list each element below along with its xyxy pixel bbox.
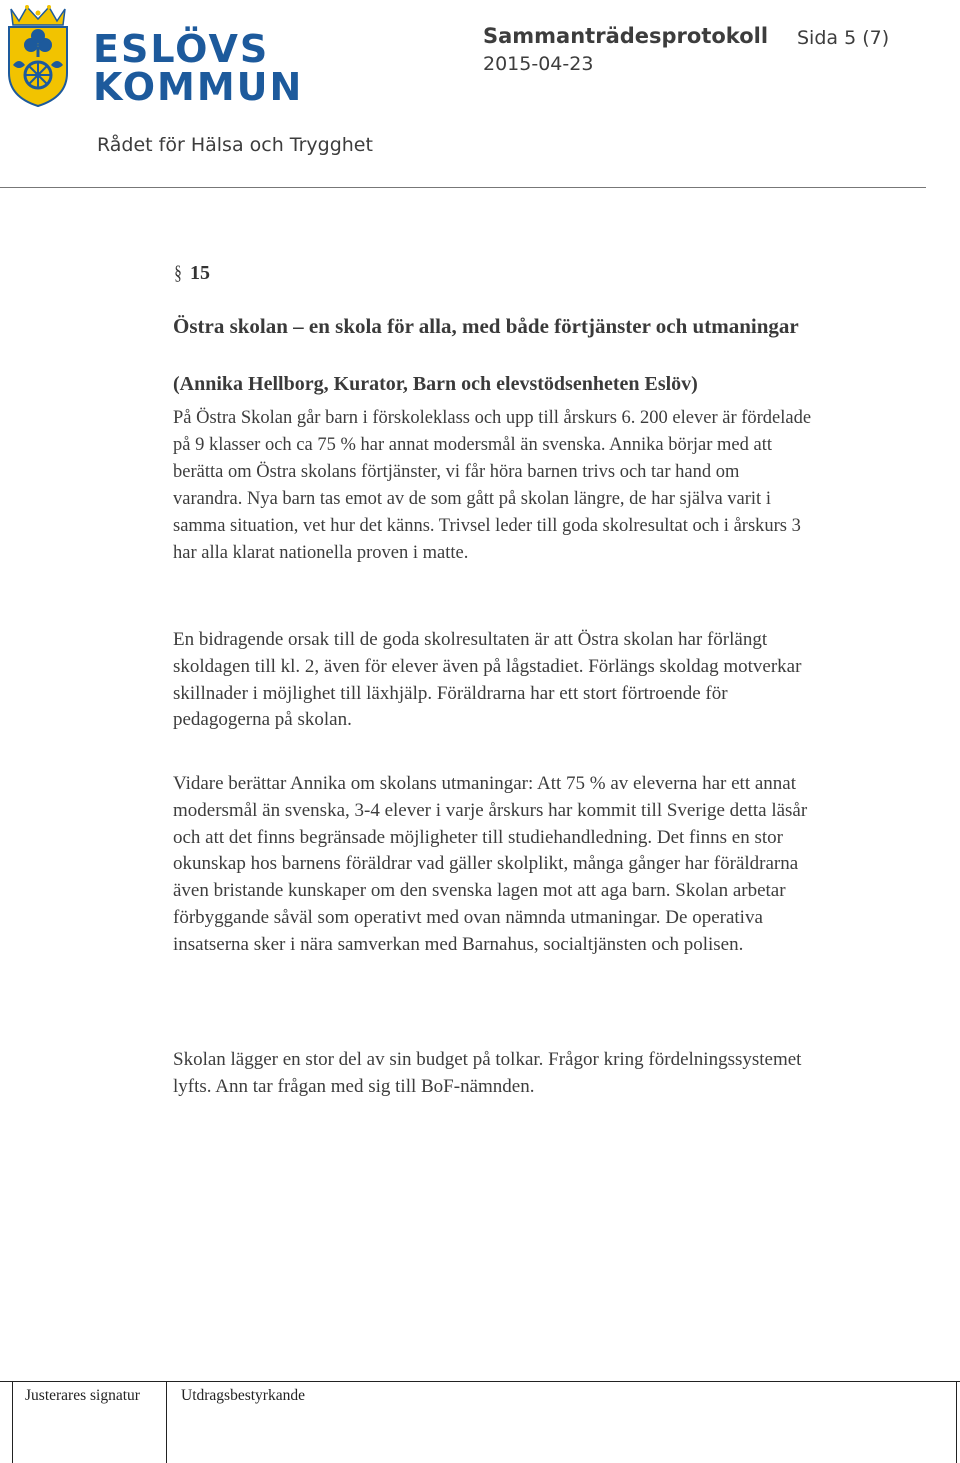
- footer-divider: [166, 1381, 167, 1463]
- section-heading: Östra skolan – en skola för alla, med både förtjänster och utmaningar: [173, 314, 799, 338]
- meeting-date: 2015-04-23: [483, 53, 594, 75]
- section-number: 15: [190, 262, 210, 284]
- signature-label: Justerares signatur: [25, 1387, 140, 1404]
- logo-text-line1: ESLÖVS: [93, 27, 270, 71]
- page-number: Sida 5 (7): [797, 27, 890, 49]
- body-paragraph: Vidare berättar Annika om skolans utmaningar: Att 75 % av eleverna har ett annat modersmål än svenska, 3-4 elever i varje årskurs har kommit till Sverige detta läsår och att det finns begränsade möjligheter till studiehandledning. Det finns en stor okunskap hos barnens föräldrar vad gäller skolplikt, många gånger har föräldrarna även bristande kunskaper om den svenska lagen mot att aga barn. Skolan arbetar förbyggande såväl som operativt med ovan nämnda utmaningar. De operativa insatserna sker i nära samverkan med Barnahus, socialtjänsten och polisen.: [173, 773, 808, 955]
- body-paragraph: En bidragende orsak till de goda skolresultaten är att Östra skolan har förlängt skoldagen till kl. 2, även för elever även på lågstadiet. Förlängs skoldag motverkar skillnader i möjlighet till läxhjälp. Föräldrarna har ett stort förtroende för pedagogerna på skolan.: [173, 629, 802, 731]
- body-paragraph: På Östra Skolan går barn i förskoleklass och upp till årskurs 6. 200 elever är fördelade på 9 klasser och ca 75 % har annat modersmål än svenska. Annika börjar med att berätta om Östra skolans förtjänster, vi får höra barnen trivs och tar hand om varandra. Nya barn tas emot av de som gått på skolan längre, de har själva varit i samma situation, vet hur det känns. Trivsel leder till goda skolresultat och i årskurs 3 har alla klarat nationella proven i matte.: [173, 408, 812, 563]
- paragraph-number: [173, 262, 210, 285]
- body-paragraph: Skolan lägger en stor del av sin budget på tolkar. Frågor kring fördelningssystemet lyfts. Ann tar frågan med sig till BoF-nämnden.: [173, 1049, 802, 1097]
- footer-border: [0, 1381, 960, 1382]
- eslov-crest-logo: [5, 5, 71, 108]
- extract-certification-label: Utdragsbestyrkande: [181, 1387, 305, 1404]
- logo-text-line2: KOMMUN: [93, 65, 304, 109]
- section-presenter: (Annika Hellborg, Kurator, Barn och elevstödsenheten Eslöv): [173, 373, 698, 395]
- board-name: Rådet för Hälsa och Trygghet: [97, 134, 373, 156]
- document-title: Sammanträdesprotokoll: [483, 24, 769, 48]
- header-divider: [0, 187, 926, 188]
- footer-divider: [12, 1381, 13, 1463]
- footer-divider: [956, 1381, 957, 1463]
- section-symbol: §: [174, 262, 182, 284]
